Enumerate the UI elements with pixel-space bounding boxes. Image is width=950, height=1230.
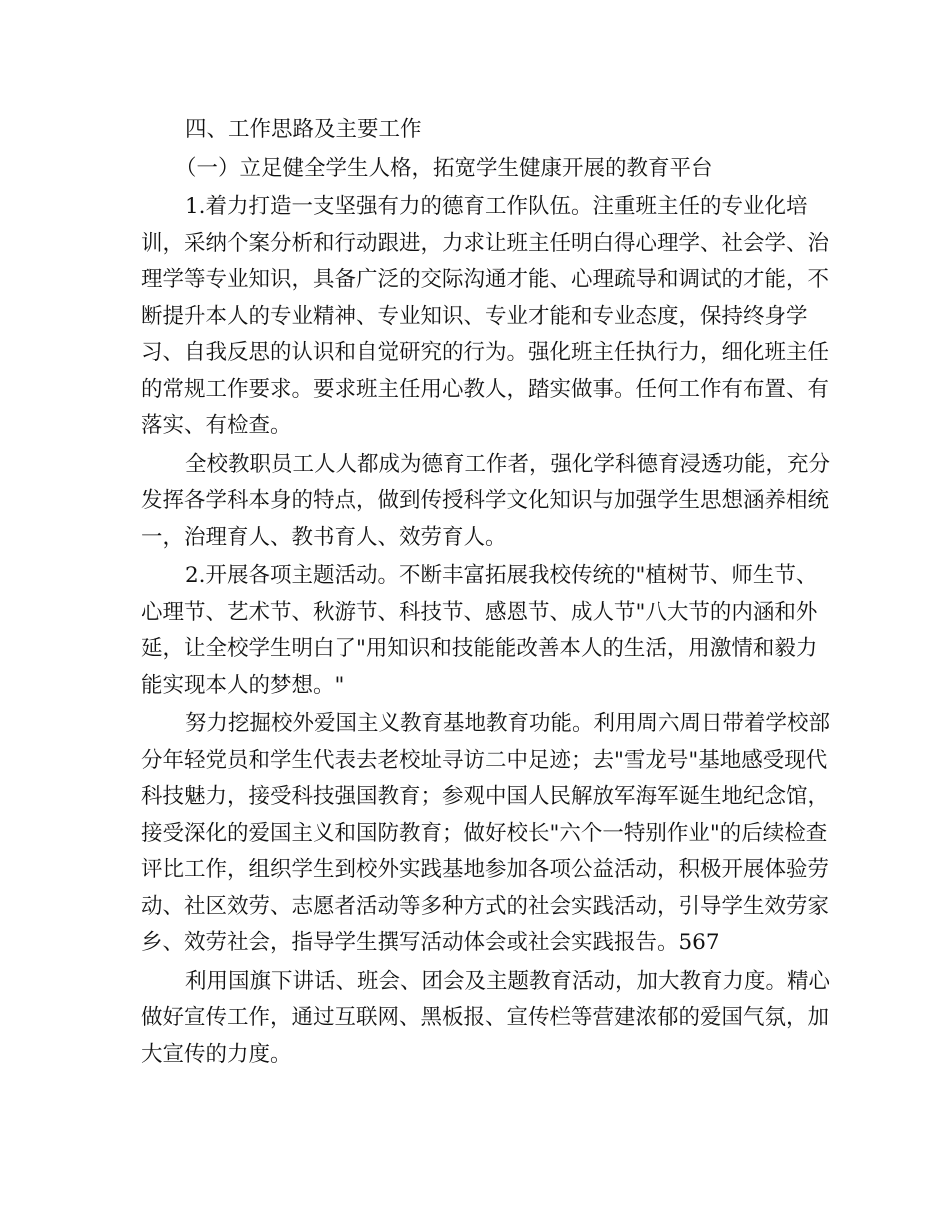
section-heading: 四、工作思路及主要工作	[185, 117, 422, 142]
document-page	[141, 112, 831, 1075]
section-subheading: （一）立足健全学生人格，拓宽学生健康开展的教育平台	[175, 155, 713, 181]
paragraph-teacher-team: 1.着力打造一支坚强有力的德育工作队伍。注重班主任的专业化培训，采纳个案分析和行动跟进，力求让班主任明白得心理学、社会学、治理学等专业知识，具备广泛的交际沟通才能、心理疏导和调试的才能，不断提升本人的专业精神、专业知识、专业才能和专业态度，保持终身学习、自我反思的认识和自觉研究的行为。强化班主任执行力，细化班主任的常规工作要求。要求班主任用心教人，踏实做事。任何工作有布置、有落实、有检查。	[141, 194, 830, 438]
paragraph-patriotic-base: 努力挖掘校外爱国主义教育基地教育功能。利用周六周日带着学校部分年轻党员和学生代表去老校址寻访二中足迹；去"雪龙号"基地感受现代科技魅力，接受科技强国教育；参观中国人民解放军海军诞生地纪念馆，接受深化的爱国主义和国防教育；做好校长"六个一特别作业"的后续检查评比工作，组织学生到校外实践基地参加各项公益活动，积极开展体验劳动、社区效劳、志愿者活动等多种方式的社会实践活动，引导学生效劳家乡、效劳社会，指导学生撰写活动体会或社会实践报告。567	[141, 711, 831, 955]
paragraph-theme-activities: 2.开展各项主题活动。不断丰富拓展我校传统的"植树节、师生节、心理节、艺术节、秋游节、科技节、感恩节、成人节"八大节的内涵和外延，让全校学生明白了"用知识和技能能改善本人的生活，用激情和毅力能实现本人的梦想。"	[141, 563, 818, 698]
paragraph-all-staff: 全校教职员工人人都成为德育工作者，强化学科德育浸透功能，充分发挥各学科本身的特点，做到传授科学文化知识与加强学生思想涵养相统一，治理育人、教书育人、效劳育人。	[141, 451, 831, 550]
paragraph-publicity: 利用国旗下讲话、班会、团会及主题教育活动，加大教育力度。精心做好宣传工作，通过互联网、黑板报、宣传栏等营建浓郁的爱国气氛，加大宣传的力度。	[141, 968, 831, 1067]
